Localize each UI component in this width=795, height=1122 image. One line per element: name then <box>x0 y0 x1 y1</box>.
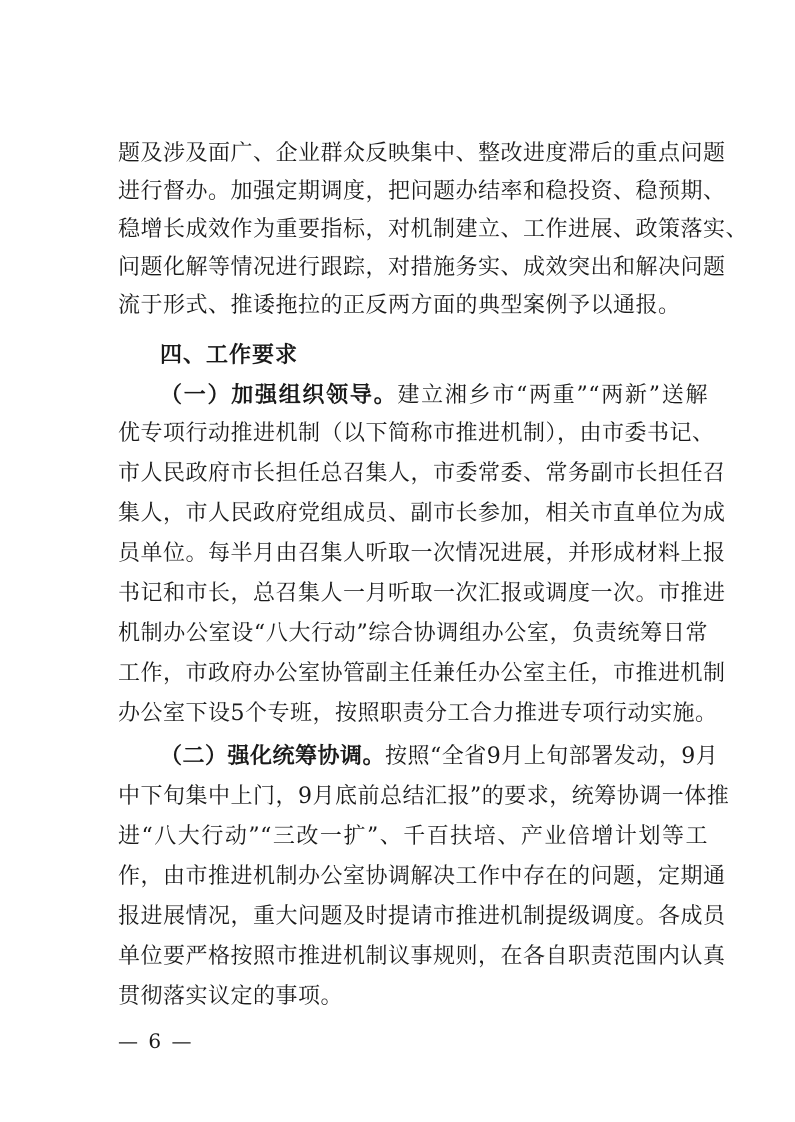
paragraph-line: 办公室下设5个专班，按照职责分工合力推进专项行动实施。 <box>118 701 718 726</box>
subsection-1-first-line-text: 建立湘乡市“两重”“两新”送解 <box>397 383 708 408</box>
subsection-1-title: （一）加强组织领导。 <box>160 383 398 408</box>
paragraph-line: 优专项行动推进机制（以下简称市推进机制），由市委书记、 <box>118 421 715 446</box>
page-number: — 6 — <box>118 1029 194 1053</box>
paragraph-line: 问题化解等情况进行跟踪，对措施务实、成效突出和解决问题 <box>118 255 726 280</box>
paragraph-line: 集人，市人民政府党组成员、副市长参加，相关市直单位为成 <box>118 501 726 526</box>
paragraph-line: 流于形式、推诿拖拉的正反两方面的典型案例予以通报。 <box>118 293 681 318</box>
paragraph-line: 报进展情况，重大问题及时提请市推进机制提级调度。各成员 <box>118 904 726 929</box>
paragraph-line: 书记和市长，总召集人一月听取一次汇报或调度一次。市推进 <box>118 581 726 606</box>
paragraph-line: 单位要严格按照市推进机制议事规则，在各自职责范围内认真 <box>118 944 726 969</box>
paragraph-line: 员单位。每半月由召集人听取一次情况进展，并形成材料上报 <box>118 541 726 566</box>
subsection-2-first-line <box>160 738 719 776</box>
paragraph-line: 工作，市政府办公室协管副主任兼任办公室主任，市推进机制 <box>118 661 726 686</box>
paragraph-line: 贯彻落实议定的事项。 <box>118 984 344 1009</box>
paragraph-line: 题及涉及面广、企业群众反映集中、整改进度滞后的重点问题 <box>118 141 726 166</box>
subsection-2-first-line-text: 按照“全省9月上旬部署发动，9月 <box>385 744 719 769</box>
paragraph-line: 机制办公室设“八大行动”综合协调组办公室，负责统筹日常 <box>118 621 708 646</box>
paragraph-line: 稳增长成效作为重要指标，对机制建立、工作进展、政策落实、 <box>118 217 749 242</box>
subsection-2-title: （二）强化统筹协调。 <box>160 744 386 769</box>
section-heading: 四、工作要求 <box>160 343 299 368</box>
paragraph-line: 作，由市推进机制办公室协调解决工作中存在的问题，定期通 <box>118 864 726 889</box>
subsection-1-first-line <box>160 377 708 415</box>
paragraph-line: 中下旬集中上门，9月底前总结汇报”的要求，统筹协调一体推 <box>118 784 730 809</box>
paragraph-line: 市人民政府市长担任总召集人，市委常委、常务副市长担任召 <box>118 461 726 486</box>
paragraph-line: 进“八大行动”“三改一扩”、千百扶培、产业倍增计划等工 <box>118 824 708 849</box>
paragraph-line: 进行督办。加强定期调度，把问题办结率和稳投资、稳预期、 <box>118 179 726 204</box>
